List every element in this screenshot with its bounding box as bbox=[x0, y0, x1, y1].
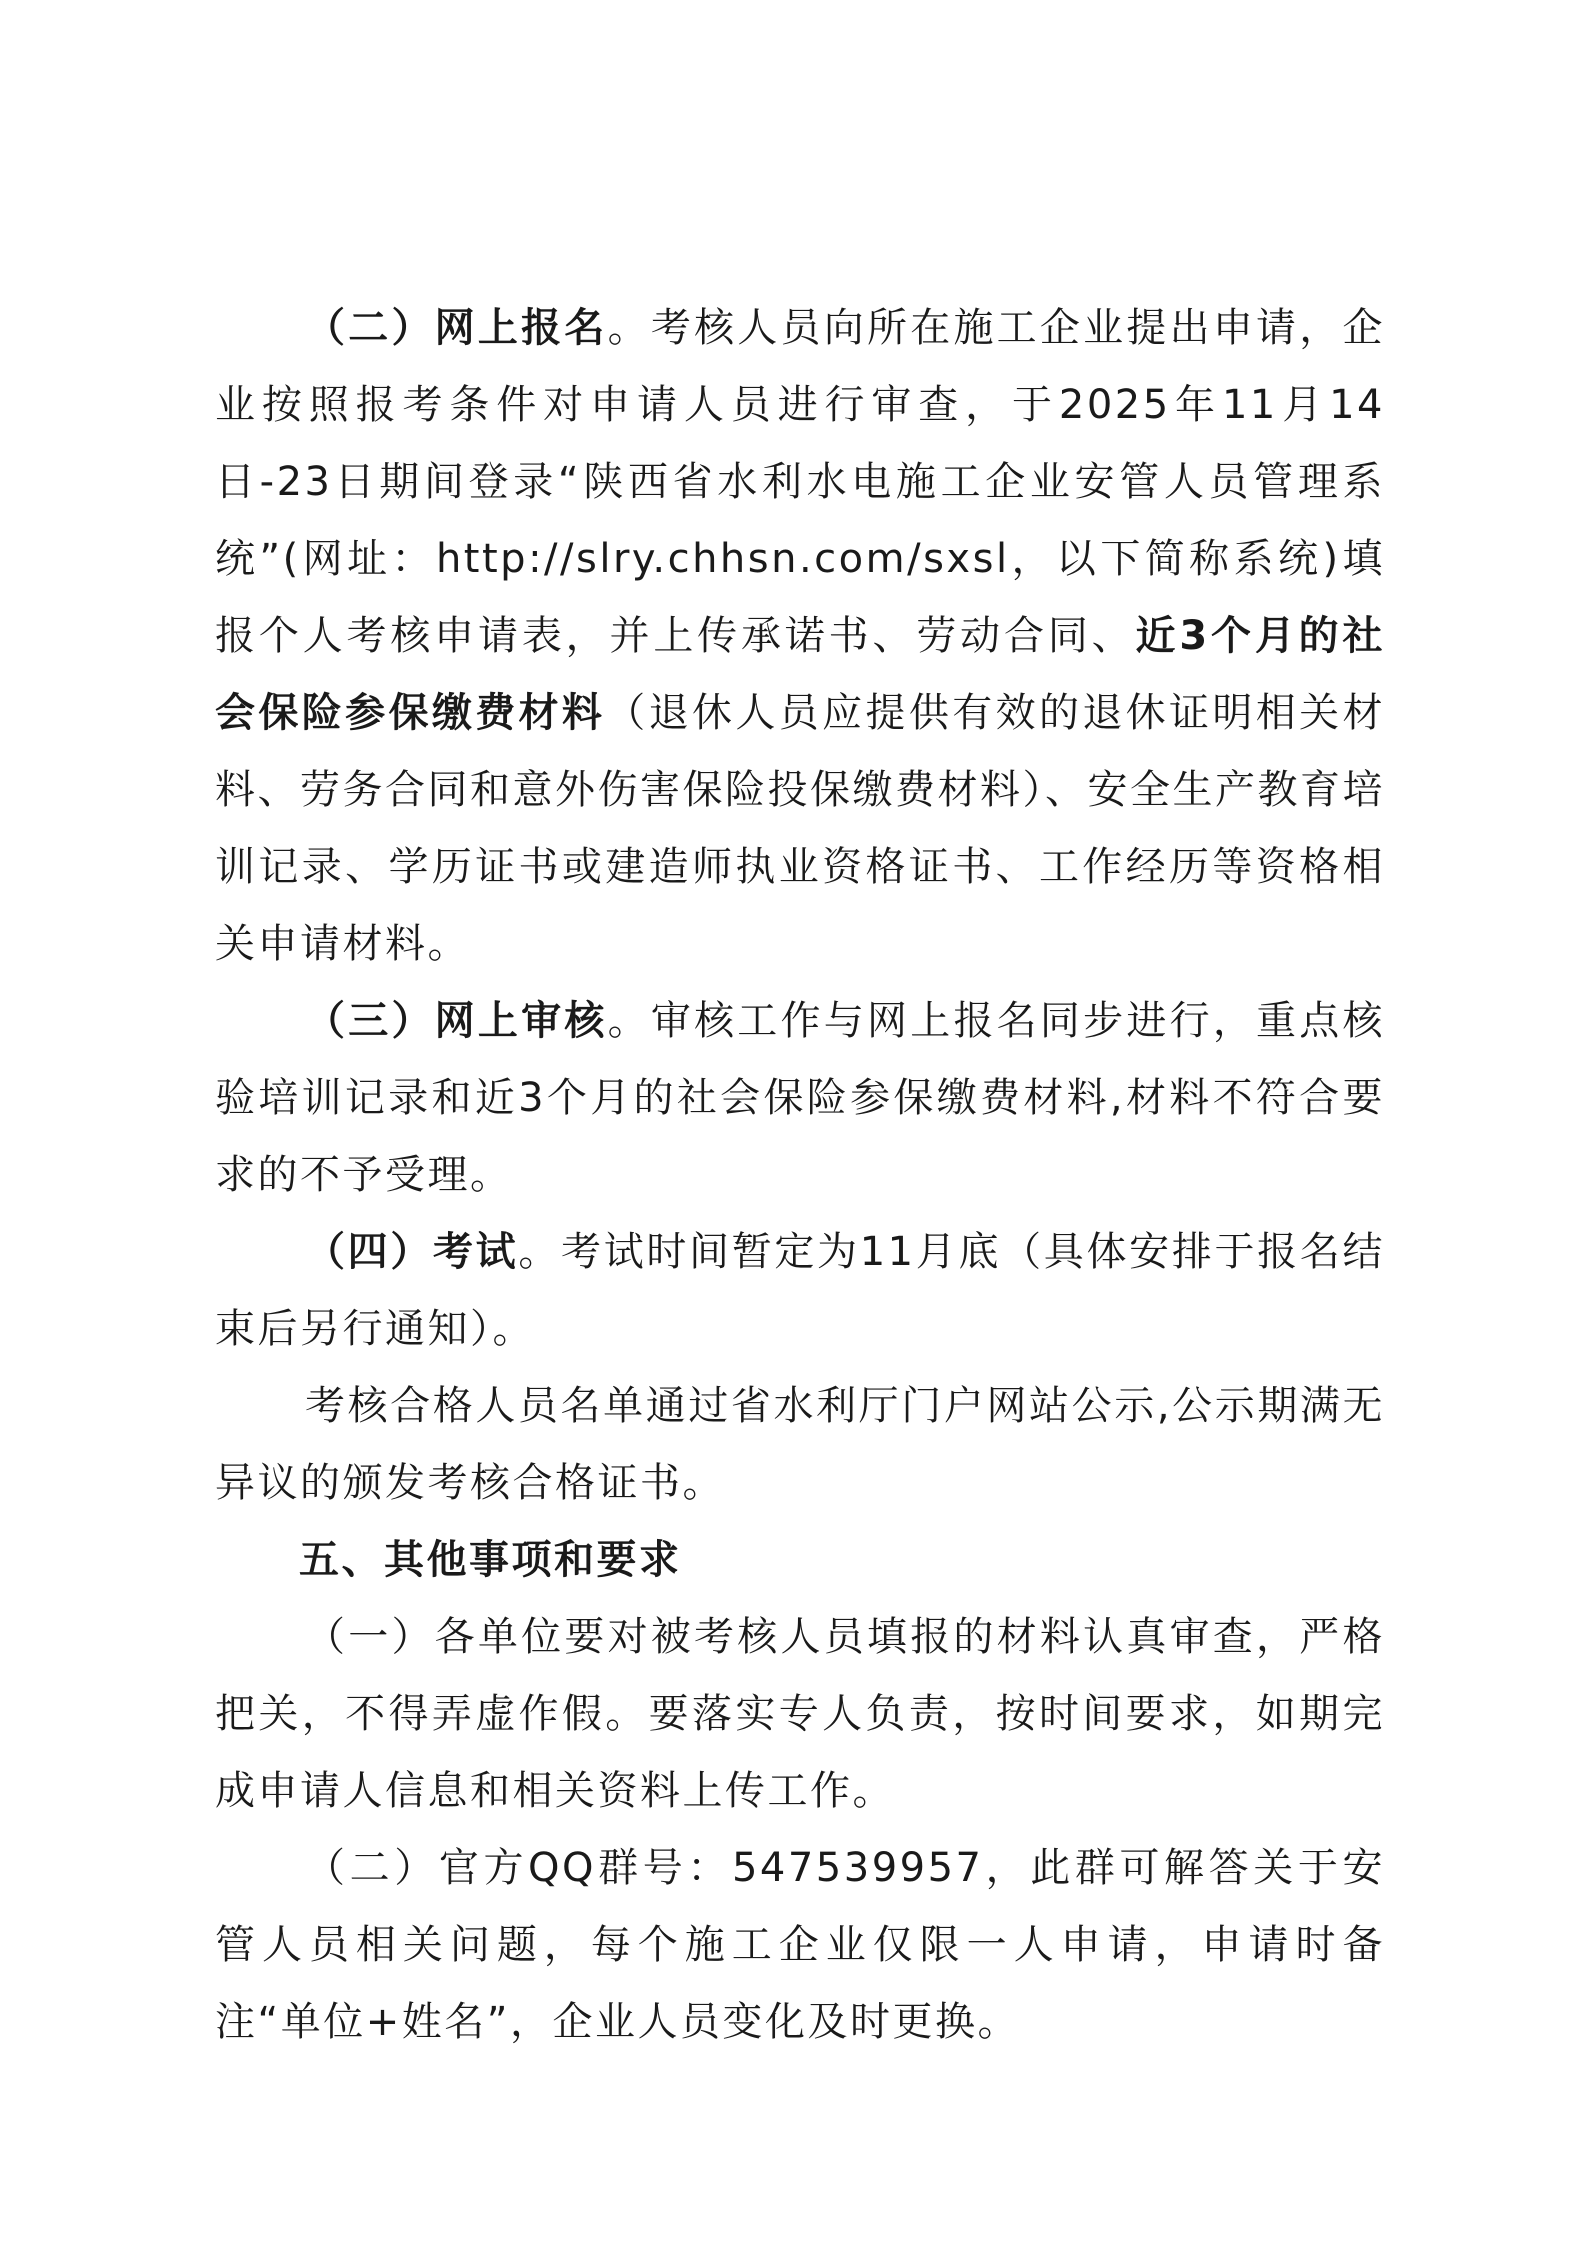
paragraph-exam bbox=[215, 1214, 1385, 1368]
section-lead-review: （三）网上审核 bbox=[305, 998, 608, 1044]
exam-text: 。考试时间暂定为11月底（具体安排于报名结束后另行通知）。 bbox=[215, 1229, 1385, 1352]
section-lead-registration: （二）网上报名 bbox=[305, 305, 608, 351]
section-lead-exam: （四）考试 bbox=[305, 1229, 519, 1275]
paragraph-online-registration bbox=[215, 290, 1385, 983]
paragraph-other-2: （二）官方QQ群号：547539957，此群可解答关于安管人员相关问题，每个施工企业仅限一人申请，申请时备注“单位+姓名”，企业人员变化及时更换。 bbox=[215, 1845, 1385, 2045]
registration-text-continued: （退休人员应提供有效的退休证明相关材料、劳务合同和意外伤害保险投保缴费材料）、安全生产教育培训记录、学历证书或建造师执业资格证书、工作经历等资格相关申请材料。 bbox=[215, 690, 1386, 967]
section-heading-other-matters: 五、其他事项和要求 bbox=[299, 1537, 682, 1583]
registration-text: 。考核人员向所在施工企业提出申请，企业按照报考条件对申请人员进行审查，于2025年11月14日-23日期间登录“陕西省水利水电施工企业安管人员管理系统”(网址：http://slry.chhsn.com/sxsl，以下简称系统)填报个人考核申请表，并上传承诺书、劳动合同、 bbox=[215, 305, 1386, 659]
registration-bold-text: 近3个月的社会保险参保缴费材料 bbox=[215, 613, 1385, 736]
paragraph-online-review bbox=[215, 983, 1385, 1214]
paragraph-publicity: 考核合格人员名单通过省水利厅门户网站公示,公示期满无异议的颁发考核合格证书。 bbox=[215, 1383, 1385, 1506]
document-page bbox=[215, 290, 1385, 2061]
paragraph-other-1: （一）各单位要对被考核人员填报的材料认真审查，严格把关，不得弄虚作假。要落实专人负责，按时间要求，如期完成申请人信息和相关资料上传工作。 bbox=[215, 1614, 1385, 1814]
review-text: 。审核工作与网上报名同步进行，重点核验培训记录和近3个月的社会保险参保缴费材料,材料不符合要求的不予受理。 bbox=[215, 998, 1386, 1198]
